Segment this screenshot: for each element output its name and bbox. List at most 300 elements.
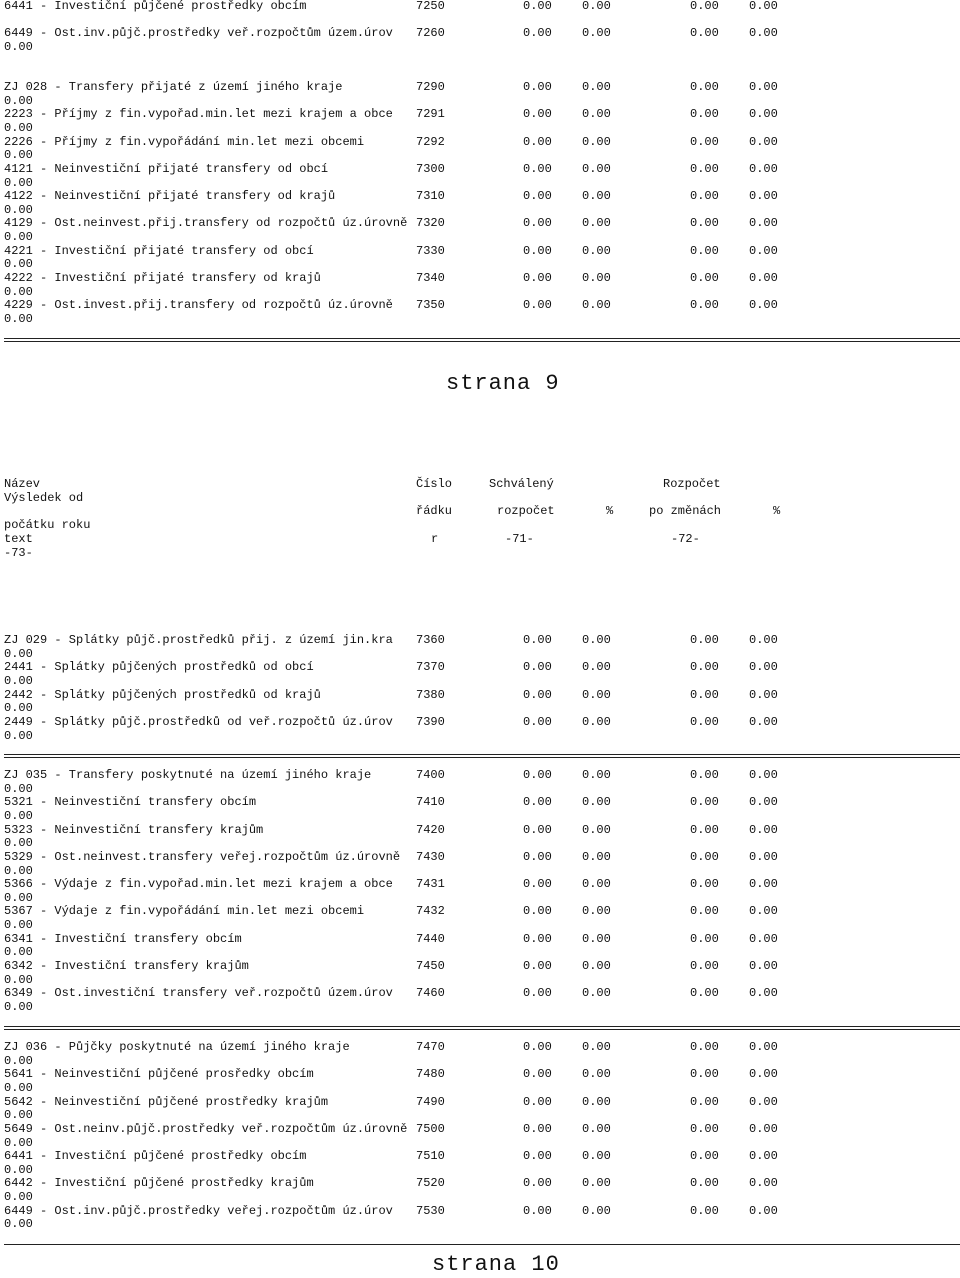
row-value-2: 0.00 — [582, 959, 611, 974]
row-main-line — [4, 190, 956, 204]
row-value-4: 0.00 — [749, 26, 778, 41]
row-value-3: 0.00 — [690, 931, 719, 946]
row-name: ZJ 036 - Půjčky poskytnuté na území jiného kraje — [4, 1040, 350, 1054]
row-code: 7320 — [416, 216, 445, 231]
row-name: 5366 - Výdaje z fin.vypořad.min.let mezi krajem a obce — [4, 877, 393, 892]
table-row — [4, 905, 956, 932]
row-code: 7530 — [416, 1203, 445, 1218]
row-value-4: 0.00 — [749, 271, 778, 286]
row-name: 4122 - Neinvestiční přijaté transfery od krajů — [4, 189, 336, 204]
row-value-3: 0.00 — [690, 271, 719, 286]
row-main-line — [4, 878, 956, 892]
row-main-line — [4, 217, 956, 231]
header-po-zmenach: po změnách — [649, 504, 722, 519]
row-value-1: 0.00 — [523, 633, 552, 647]
section-zj036-loans-provided — [4, 1041, 956, 1232]
row-value-2: 0.00 — [582, 1203, 611, 1218]
row-value-3: 0.00 — [690, 877, 719, 892]
row-value-1: 0.00 — [523, 795, 552, 810]
row-code: 7431 — [416, 877, 445, 892]
row-main-line — [4, 245, 956, 259]
row-value-5: 0.00 — [4, 284, 33, 299]
row-main-line — [4, 163, 956, 177]
row-code: 7350 — [416, 298, 445, 313]
row-code: 7450 — [416, 959, 445, 974]
row-main-line — [4, 769, 956, 783]
row-code: 7500 — [416, 1121, 445, 1136]
row-value-4: 0.00 — [749, 660, 778, 675]
row-value-1: 0.00 — [523, 822, 552, 837]
row-value-2: 0.00 — [582, 986, 611, 1001]
row-value-1: 0.00 — [523, 298, 552, 313]
row-main-line — [4, 81, 956, 95]
row-main-line — [4, 905, 956, 919]
row-value-3: 0.00 — [690, 0, 719, 13]
row-value-3: 0.00 — [690, 633, 719, 647]
row-code: 7290 — [416, 80, 445, 94]
row-value-3: 0.00 — [690, 849, 719, 864]
row-value-2: 0.00 — [582, 849, 611, 864]
table-row — [4, 1041, 956, 1068]
row-value-1: 0.00 — [523, 687, 552, 702]
header-pct2: % — [773, 504, 781, 519]
header-col72: -72- — [671, 531, 700, 546]
row-value-5: 0.00 — [4, 836, 33, 851]
row-value-2: 0.00 — [582, 1121, 611, 1136]
row-main-line — [4, 689, 956, 703]
row-value-3: 0.00 — [690, 1094, 719, 1109]
row-value-4: 0.00 — [749, 849, 778, 864]
row-value-3: 0.00 — [690, 134, 719, 149]
row-value-4: 0.00 — [749, 1176, 778, 1191]
header-pct1: % — [606, 504, 614, 519]
section-rule-2 — [4, 1026, 960, 1032]
row-value-4: 0.00 — [749, 0, 778, 13]
row-name: 5323 - Neinvestiční transfery krajům — [4, 822, 264, 837]
row-main-line — [4, 960, 956, 974]
row-value-4: 0.00 — [749, 1203, 778, 1218]
row-value-2: 0.00 — [582, 822, 611, 837]
row-main-line — [4, 0, 956, 14]
row-value-5: 0.00 — [4, 781, 33, 796]
row-value-1: 0.00 — [523, 660, 552, 675]
row-code: 7432 — [416, 904, 445, 919]
row-value-2: 0.00 — [582, 904, 611, 919]
row-value-3: 0.00 — [690, 795, 719, 810]
row-value-2: 0.00 — [582, 216, 611, 231]
table-row — [4, 1123, 956, 1150]
row-value-3: 0.00 — [690, 189, 719, 204]
row-value-4: 0.00 — [749, 80, 778, 94]
row-name: ZJ 029 - Splátky půjč.prostředků přij. z území jin.kra — [4, 633, 393, 647]
row-name: 6442 - Investiční půjčené prostředky krajům — [4, 1176, 314, 1191]
row-main-line — [4, 933, 956, 947]
row-value-3: 0.00 — [690, 161, 719, 176]
row-value-2: 0.00 — [582, 687, 611, 702]
row-value-2: 0.00 — [582, 107, 611, 122]
row-name: 5321 - Neinvestiční transfery obcím — [4, 795, 257, 810]
header-r: r — [431, 531, 439, 546]
row-code: 7510 — [416, 1149, 445, 1164]
table-row — [4, 769, 956, 796]
row-value-1: 0.00 — [523, 931, 552, 946]
row-value-4: 0.00 — [749, 1040, 778, 1054]
section-zj028-transfers-received — [4, 81, 956, 327]
row-value-4: 0.00 — [749, 1121, 778, 1136]
table-row — [4, 81, 956, 108]
row-value-2: 0.00 — [582, 768, 611, 782]
page-break-rule-2 — [4, 1244, 960, 1247]
row-value-4: 0.00 — [749, 904, 778, 919]
row-value-3: 0.00 — [690, 714, 719, 729]
row-value-5: 0.00 — [4, 93, 33, 108]
row-value-2: 0.00 — [582, 1040, 611, 1054]
row-value-5: 0.00 — [4, 175, 33, 190]
row-value-5: 0.00 — [4, 230, 33, 245]
table-row — [4, 217, 956, 244]
row-value-5: 0.00 — [4, 1217, 33, 1232]
row-main-line — [4, 1068, 956, 1082]
row-code: 7490 — [416, 1094, 445, 1109]
row-value-5: 0.00 — [4, 148, 33, 163]
row-value-1: 0.00 — [523, 26, 552, 41]
row-value-1: 0.00 — [523, 849, 552, 864]
row-code: 7310 — [416, 189, 445, 204]
row-value-1: 0.00 — [523, 1121, 552, 1136]
row-value-5: 0.00 — [4, 972, 33, 987]
row-value-5: 0.00 — [4, 120, 33, 135]
row-value-1: 0.00 — [523, 134, 552, 149]
row-code: 7250 — [416, 0, 445, 13]
row-value-5: 0.00 — [4, 673, 33, 688]
row-value-4: 0.00 — [749, 822, 778, 837]
table-row — [4, 1150, 956, 1177]
row-value-2: 0.00 — [582, 795, 611, 810]
row-code: 7390 — [416, 714, 445, 729]
row-value-5: 0.00 — [4, 312, 33, 327]
row-value-2: 0.00 — [582, 1094, 611, 1109]
table-row — [4, 0, 956, 27]
row-value-4: 0.00 — [749, 107, 778, 122]
row-value-2: 0.00 — [582, 134, 611, 149]
row-name: 5649 - Ost.neinv.půjč.prostředky veř.rozpočtům úz.úrovně — [4, 1121, 408, 1136]
header-col71: -71- — [505, 531, 534, 546]
header-radku: řádku — [416, 504, 453, 519]
row-value-1: 0.00 — [523, 161, 552, 176]
row-main-line — [4, 634, 956, 648]
row-main-line — [4, 1041, 956, 1055]
row-value-2: 0.00 — [582, 633, 611, 647]
row-code: 7520 — [416, 1176, 445, 1191]
row-name: 6449 - Ost.inv.půjč.prostředky veřej.rozpočtům úz.úrov — [4, 1203, 393, 1218]
row-value-2: 0.00 — [582, 1067, 611, 1082]
row-value-5: 0.00 — [4, 39, 33, 54]
table-row — [4, 190, 956, 217]
row-value-1: 0.00 — [523, 1203, 552, 1218]
table-row — [4, 661, 956, 688]
row-value-1: 0.00 — [523, 1149, 552, 1164]
row-code: 7370 — [416, 660, 445, 675]
row-code: 7420 — [416, 822, 445, 837]
row-main-line — [4, 1205, 956, 1219]
row-name: 2226 - Příjmy z fin.vypořádání min.let mezi obcemi — [4, 134, 365, 149]
table-row — [4, 851, 956, 878]
table-row — [4, 272, 956, 299]
table-row — [4, 824, 956, 851]
row-value-1: 0.00 — [523, 986, 552, 1001]
page-break-rule — [4, 338, 960, 344]
section-zj029-loan-repayments — [4, 634, 956, 743]
row-value-2: 0.00 — [582, 931, 611, 946]
row-value-2: 0.00 — [582, 26, 611, 41]
row-name: 5642 - Neinvestiční půjčené prostředky krajům — [4, 1094, 329, 1109]
table-row — [4, 136, 956, 163]
row-main-line — [4, 824, 956, 838]
page-number-9: strana 9 — [446, 371, 560, 396]
row-value-5: 0.00 — [4, 728, 33, 743]
header-rozpocet: Rozpočet — [663, 477, 721, 491]
row-value-5: 0.00 — [4, 1000, 33, 1015]
table-row — [4, 299, 956, 326]
row-value-3: 0.00 — [690, 1203, 719, 1218]
table-row — [4, 716, 956, 743]
row-value-4: 0.00 — [749, 768, 778, 782]
row-value-2: 0.00 — [582, 298, 611, 313]
row-name: 2442 - Splátky půjčených prostředků od krajů — [4, 687, 321, 702]
row-value-5: 0.00 — [4, 1053, 33, 1068]
row-value-4: 0.00 — [749, 633, 778, 647]
header-pocatku-roku: počátku roku — [4, 518, 91, 533]
row-value-2: 0.00 — [582, 0, 611, 13]
row-value-3: 0.00 — [690, 26, 719, 41]
row-value-3: 0.00 — [690, 107, 719, 122]
row-value-5: 0.00 — [4, 1108, 33, 1123]
row-value-2: 0.00 — [582, 877, 611, 892]
row-name: 4129 - Ost.neinvest.přij.transfery od rozpočtů úz.úrovně — [4, 216, 408, 231]
row-name: ZJ 028 - Transfery přijaté z území jiného kraje — [4, 80, 343, 94]
row-value-5: 0.00 — [4, 890, 33, 905]
row-name: 2449 - Splátky půjč.prostředků od veř.rozpočtů úz.úrov — [4, 714, 393, 729]
row-value-4: 0.00 — [749, 134, 778, 149]
table-row — [4, 245, 956, 272]
row-value-5: 0.00 — [4, 646, 33, 661]
row-value-2: 0.00 — [582, 1176, 611, 1191]
row-value-5: 0.00 — [4, 701, 33, 716]
row-value-4: 0.00 — [749, 986, 778, 1001]
page-number-10: strana 10 — [432, 1252, 560, 1277]
row-value-1: 0.00 — [523, 714, 552, 729]
row-code: 7380 — [416, 687, 445, 702]
row-name: 4222 - Investiční přijaté transfery od krajů — [4, 271, 321, 286]
row-main-line — [4, 136, 956, 150]
row-value-2: 0.00 — [582, 243, 611, 258]
row-value-5: 0.00 — [4, 863, 33, 878]
header-vysledek-od: Výsledek od — [4, 490, 84, 505]
row-name: 4121 - Neinvestiční přijaté transfery od obcí — [4, 161, 329, 176]
row-name: 6441 - Investiční půjčené prostředky obcím — [4, 0, 307, 13]
row-code: 7460 — [416, 986, 445, 1001]
table-row — [4, 987, 956, 1014]
row-name: 6349 - Ost.investiční transfery veř.rozpočtů územ.úrov — [4, 986, 393, 1001]
header-col73: -73- — [4, 545, 33, 560]
table-row — [4, 1096, 956, 1123]
row-value-4: 0.00 — [749, 243, 778, 258]
row-value-1: 0.00 — [523, 0, 552, 13]
table-row — [4, 27, 956, 54]
section-rule-1 — [4, 754, 960, 760]
row-main-line — [4, 1177, 956, 1191]
row-value-3: 0.00 — [690, 1176, 719, 1191]
row-main-line — [4, 299, 956, 313]
table-row — [4, 1177, 956, 1204]
row-value-1: 0.00 — [523, 1067, 552, 1082]
table-row — [4, 1068, 956, 1095]
section-zj035-transfers-provided — [4, 769, 956, 1015]
table-row — [4, 634, 956, 661]
row-value-3: 0.00 — [690, 1040, 719, 1054]
row-value-4: 0.00 — [749, 1094, 778, 1109]
row-code: 7300 — [416, 161, 445, 176]
row-value-1: 0.00 — [523, 768, 552, 782]
row-value-4: 0.00 — [749, 687, 778, 702]
row-value-4: 0.00 — [749, 1067, 778, 1082]
row-main-line — [4, 1096, 956, 1110]
row-name: 6441 - Investiční půjčené prostředky obcím — [4, 1149, 307, 1164]
row-value-4: 0.00 — [749, 1149, 778, 1164]
row-code: 7330 — [416, 243, 445, 258]
row-main-line — [4, 272, 956, 286]
row-value-2: 0.00 — [582, 161, 611, 176]
row-value-1: 0.00 — [523, 1176, 552, 1191]
row-main-line — [4, 108, 956, 122]
row-value-1: 0.00 — [523, 80, 552, 94]
table-row — [4, 878, 956, 905]
row-name: 6342 - Investiční transfery krajům — [4, 959, 249, 974]
row-value-3: 0.00 — [690, 1067, 719, 1082]
table-row — [4, 108, 956, 135]
row-value-2: 0.00 — [582, 271, 611, 286]
table-row — [4, 796, 956, 823]
table-row — [4, 689, 956, 716]
row-value-3: 0.00 — [690, 80, 719, 94]
header-cislo: Číslo — [416, 477, 453, 491]
header-schvaleny: Schválený — [489, 477, 554, 491]
row-value-3: 0.00 — [690, 660, 719, 675]
row-value-2: 0.00 — [582, 189, 611, 204]
row-name: 5329 - Ost.neinvest.transfery veřej.rozpočtům úz.úrovně — [4, 849, 401, 864]
row-name: 5641 - Neinvestiční půjčené prosředky obcím — [4, 1067, 314, 1082]
row-value-4: 0.00 — [749, 877, 778, 892]
row-value-2: 0.00 — [582, 714, 611, 729]
row-value-1: 0.00 — [523, 271, 552, 286]
table-row — [4, 960, 956, 987]
row-value-5: 0.00 — [4, 1190, 33, 1205]
row-value-3: 0.00 — [690, 298, 719, 313]
row-value-2: 0.00 — [582, 80, 611, 94]
row-code: 7340 — [416, 271, 445, 286]
row-value-4: 0.00 — [749, 161, 778, 176]
header-rozpocet2: rozpočet — [497, 504, 555, 519]
row-name: ZJ 035 - Transfery poskytnuté na území jiného kraje — [4, 768, 372, 782]
row-value-5: 0.00 — [4, 202, 33, 217]
row-code: 7410 — [416, 795, 445, 810]
row-value-4: 0.00 — [749, 216, 778, 231]
row-main-line — [4, 716, 956, 730]
row-code: 7440 — [416, 931, 445, 946]
row-code: 7430 — [416, 849, 445, 864]
row-value-5: 0.00 — [4, 945, 33, 960]
row-value-3: 0.00 — [690, 1149, 719, 1164]
row-main-line — [4, 1123, 956, 1137]
section-investment-loans-continued — [4, 0, 956, 55]
row-value-3: 0.00 — [690, 986, 719, 1001]
row-value-5: 0.00 — [4, 257, 33, 272]
row-value-4: 0.00 — [749, 714, 778, 729]
row-name: 4229 - Ost.invest.přij.transfery od rozpočtů úz.úrovně — [4, 298, 393, 313]
row-value-3: 0.00 — [690, 687, 719, 702]
row-main-line — [4, 796, 956, 810]
row-value-1: 0.00 — [523, 1094, 552, 1109]
header-text: text — [4, 531, 33, 546]
row-value-4: 0.00 — [749, 795, 778, 810]
row-name: 6341 - Investiční transfery obcím — [4, 931, 242, 946]
row-value-2: 0.00 — [582, 1149, 611, 1164]
row-main-line — [4, 851, 956, 865]
row-code: 7291 — [416, 107, 445, 122]
row-value-5: 0.00 — [4, 1162, 33, 1177]
table-row — [4, 1205, 956, 1232]
row-value-1: 0.00 — [523, 877, 552, 892]
header-nazev: Název — [4, 477, 41, 491]
row-value-3: 0.00 — [690, 904, 719, 919]
row-value-3: 0.00 — [690, 1121, 719, 1136]
row-value-4: 0.00 — [749, 959, 778, 974]
row-name: 6449 - Ost.inv.půjč.prostředky veř.rozpočtům územ.úrov — [4, 26, 393, 41]
table-row — [4, 163, 956, 190]
row-code: 7400 — [416, 768, 445, 782]
table-row — [4, 933, 956, 960]
row-value-3: 0.00 — [690, 216, 719, 231]
row-value-3: 0.00 — [690, 243, 719, 258]
row-value-3: 0.00 — [690, 959, 719, 974]
row-code: 7470 — [416, 1040, 445, 1054]
row-code: 7360 — [416, 633, 445, 647]
row-value-1: 0.00 — [523, 107, 552, 122]
row-value-1: 0.00 — [523, 904, 552, 919]
row-value-1: 0.00 — [523, 959, 552, 974]
row-value-4: 0.00 — [749, 298, 778, 313]
row-main-line — [4, 1150, 956, 1164]
row-value-3: 0.00 — [690, 768, 719, 782]
row-main-line — [4, 27, 956, 41]
row-value-1: 0.00 — [523, 189, 552, 204]
row-name: 2441 - Splátky půjčených prostředků od obcí — [4, 660, 314, 675]
row-code: 7480 — [416, 1067, 445, 1082]
row-value-5: 0.00 — [4, 918, 33, 933]
row-code: 7260 — [416, 26, 445, 41]
row-value-1: 0.00 — [523, 216, 552, 231]
row-value-5: 0.00 — [4, 1135, 33, 1150]
row-value-5: 0.00 — [4, 1080, 33, 1095]
row-value-5: 0.00 — [4, 808, 33, 823]
row-value-4: 0.00 — [749, 189, 778, 204]
row-value-4: 0.00 — [749, 931, 778, 946]
row-value-1: 0.00 — [523, 1040, 552, 1054]
row-value-1: 0.00 — [523, 243, 552, 258]
row-code: 7292 — [416, 134, 445, 149]
row-main-line — [4, 661, 956, 675]
row-name: 5367 - Výdaje z fin.vypořádání min.let mezi obcemi — [4, 904, 365, 919]
